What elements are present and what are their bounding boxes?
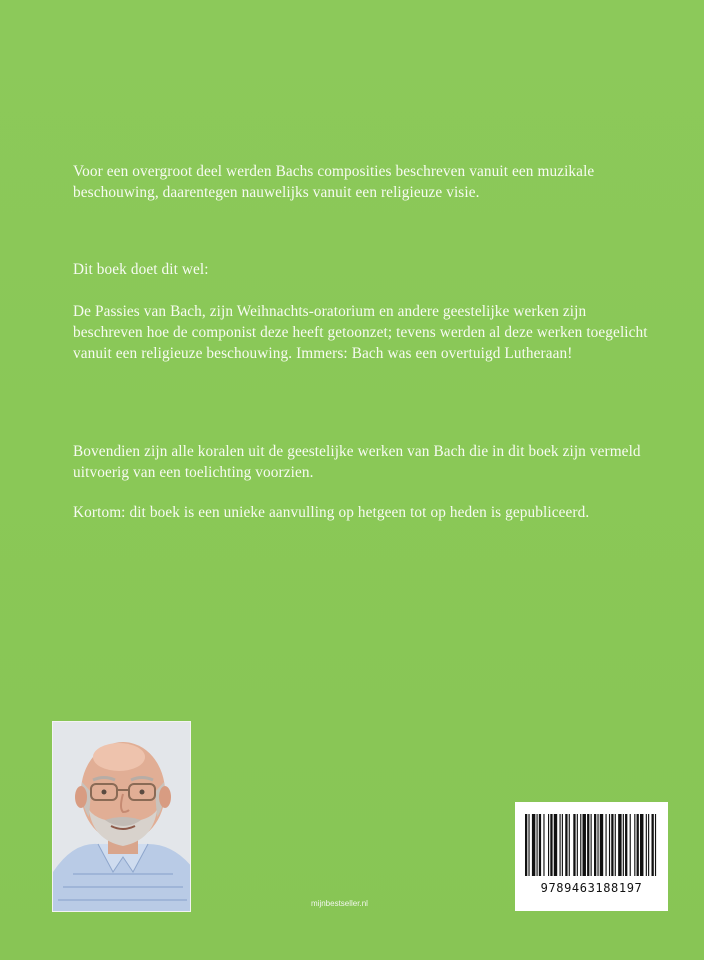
barcode-bar — [591, 814, 592, 876]
barcode-bar — [594, 814, 596, 876]
blurb-paragraph-3: De Passies van Bach, zijn Weihnachts-oratorium en andere geestelijke werken zijn beschreven hoe de componist deze heeft getoonzet; tevens werden al deze werken toegelicht vanuit een religieuze beschouwing. Immers: Bach was een overtuigd Lutheraan! — [73, 303, 648, 363]
barcode-bar — [573, 814, 575, 876]
barcode-bar — [565, 814, 567, 876]
barcode-bar — [637, 814, 639, 876]
isbn-number: 9789463188197 — [540, 881, 643, 895]
blurb-paragraph-2: Dit boek doet dit wel: — [73, 261, 209, 279]
barcode-bar — [583, 814, 586, 876]
barcode-bar — [640, 814, 643, 876]
barcode-bar — [634, 814, 635, 876]
barcode-bar — [646, 814, 647, 876]
barcode-bar — [562, 814, 563, 876]
barcode-bar — [611, 814, 613, 876]
barcode-bar — [537, 814, 538, 876]
author-photo — [52, 721, 191, 912]
barcode-bar — [532, 814, 535, 876]
barcode-bar — [597, 814, 598, 876]
barcode-bar — [554, 814, 557, 876]
barcode-bar — [600, 814, 603, 876]
barcode-icon — [525, 814, 658, 876]
barcode-bar — [539, 814, 541, 876]
blurb-paragraph-4: Bovendien zijn alle koralen uit de geestelijke werken van Bach die in dit boek zijn vermeld uitvoerig van een toelichting voorzien. — [73, 443, 641, 482]
barcode-bar — [630, 814, 631, 876]
barcode-bar — [623, 814, 624, 876]
barcode-bar — [648, 814, 649, 876]
barcode-bar — [543, 814, 544, 876]
blurb-paragraph-5: Kortom: dit boek is een unieke aanvulling op hetgeen tot op heden is gepubliceerd. — [73, 504, 590, 522]
barcode-bar — [580, 814, 581, 876]
barcode-bar — [548, 814, 549, 876]
barcode-bar — [550, 814, 552, 876]
author-portrait-icon — [53, 722, 191, 912]
barcode-bar — [615, 814, 616, 876]
barcode-bar — [609, 814, 610, 876]
barcode-bar — [560, 814, 561, 876]
publisher-imprint: mijnbestseller.nl — [311, 899, 368, 908]
barcode-bar — [587, 814, 589, 876]
blurb-paragraph-1: Voor een overgroot deel werden Bachs composities beschreven vanuit een muzikale beschouwing, daarentegen nauwelijks vanuit een religieuze visie. — [73, 163, 595, 202]
isbn-barcode — [515, 802, 668, 911]
barcode-bar — [569, 814, 570, 876]
barcode-bar — [625, 814, 627, 876]
barcode-bar — [528, 814, 529, 876]
barcode-bar — [577, 814, 578, 876]
barcode-bar — [606, 814, 607, 876]
barcode-bar — [618, 814, 621, 876]
barcode-bar — [655, 814, 656, 876]
barcode-bar — [652, 814, 654, 876]
barcode-bar — [525, 814, 527, 876]
